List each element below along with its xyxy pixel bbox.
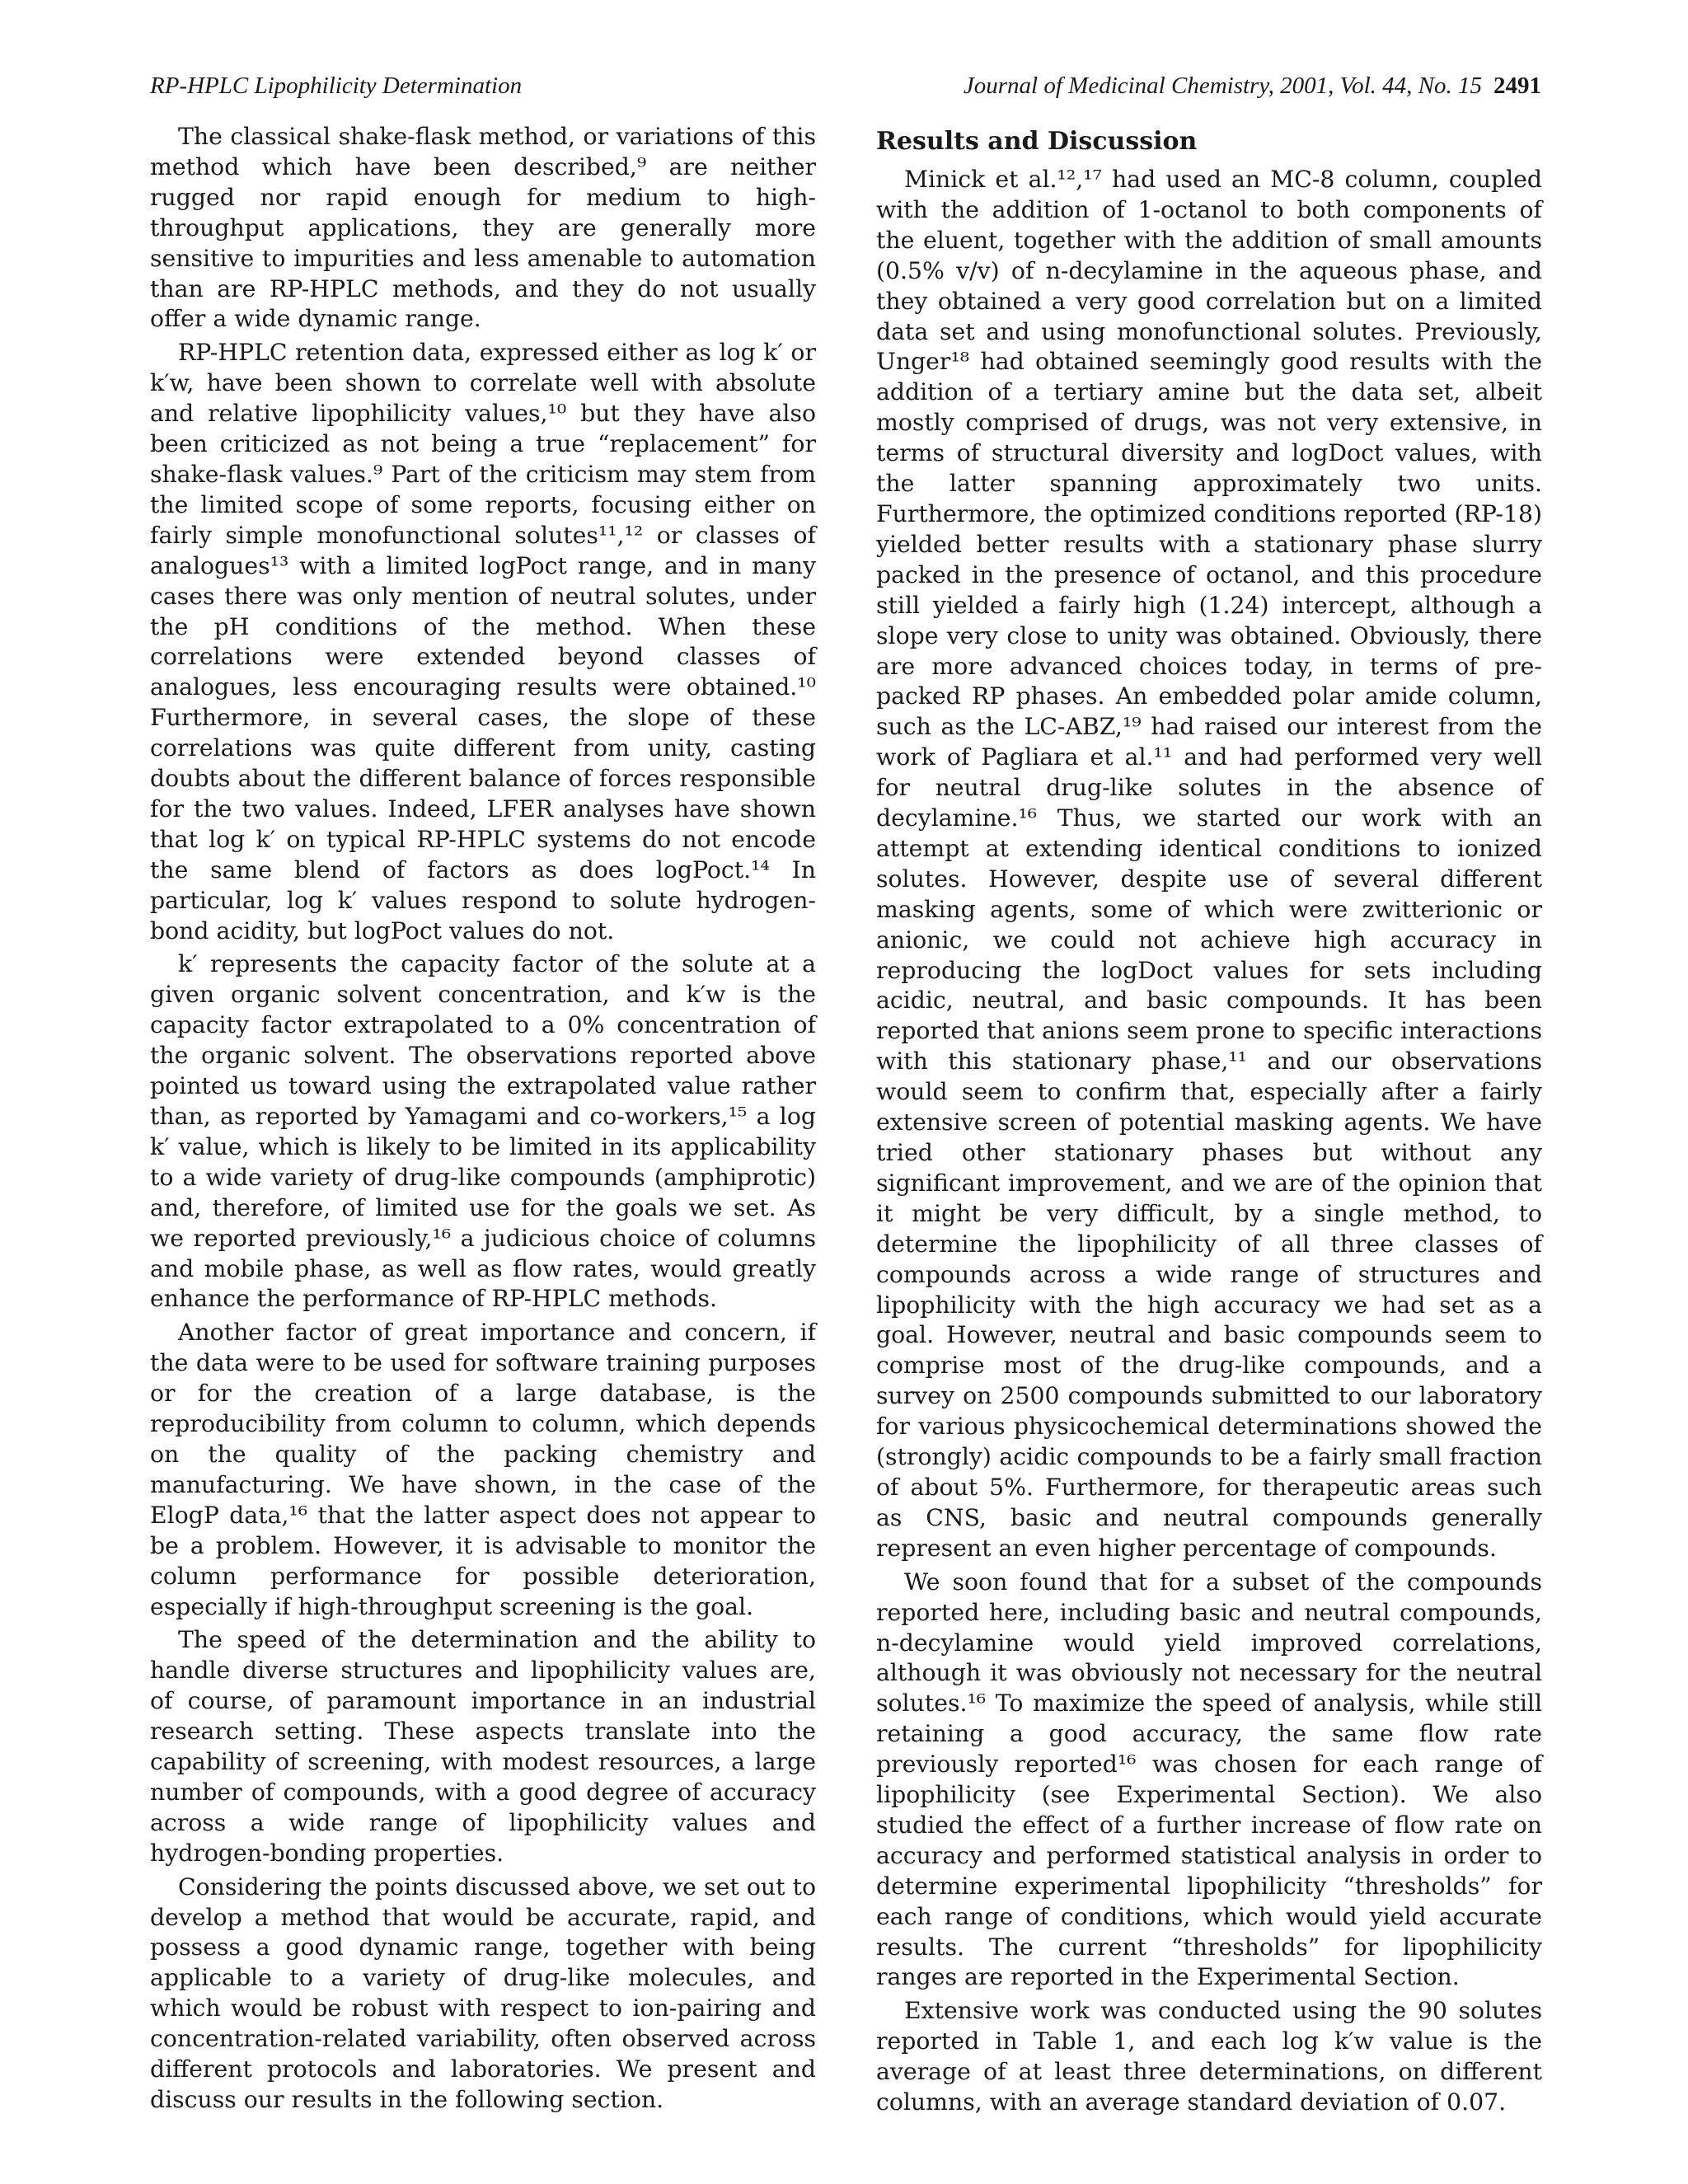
paragraph: Another factor of great importance and concern, if the data were to be used for software training purposes or for the creation of a large database, is the reproducibility from column to column, which depends on the quality of the packing chemistry and manufacturing. We have shown, in the case of the ElogP data,¹⁶ that the latter aspect does not appear to be a problem. However, it is advisable to monitor the column performance for possible deterioration, especially if high-throughput screening is the goal. [150,1319,816,1620]
paragraph: RP-HPLC retention data, expressed either as log k′ or k′w, have been shown to correlate well with absolute and relative lipophilicity values,¹⁰ but they have also been criticized as not being a true “replacement” for shake-flask values.⁹ Part of the criticism may stem from the limited scope of some reports, focusing either on fairly simple monofunctional solutes¹¹,¹² or classes of analogues¹³ with a limited logPoct range, and in many cases there was only mention of neutral solutes, under the pH conditions of the method. When these correlations were extended beyond classes of analogues, less encouraging results were obtained.¹⁰ Furthermore, in several cases, the slope of these correlations was quite different from unity, casting doubts about the different balance of forces responsible for the two values. Indeed, LFER analyses have shown that log k′ on typical RP-HPLC systems do not encode the same blend of factors as does logPoct.¹⁴ In particular, log k′ values respond to solute hydrogen-bond acidity, but logPoct values do not. [150,339,816,944]
journal-info: Journal of Medicinal Chemistry, 2001, Vol. 44, No. 15 [963,73,1482,99]
page-number: 2491 [1493,73,1541,99]
running-header [150,69,1541,102]
paragraph: The classical shake-flask method, or variations of this method which have been described,⁹ are neither rugged nor rapid enough for medium to high-throughput applications, they are generally more sensitive to impurities and less amenable to automation than are RP-HPLC methods, and they do not usually offer a wide dynamic range. [150,123,816,333]
right-column [876,125,1542,2121]
left-column [150,122,816,2119]
paragraph: Minick et al.¹²,¹⁷ had used an MC-8 column, coupled with the addition of 1-octanol to both components of the eluent, together with the addition of small amounts (0.5% v/v) of n-decylamine in the aqueous phase, and they obtained a very good correlation but on a limited data set and using monofunctional solutes. Previously, Unger¹⁸ had obtained seemingly good results with the addition of a tertiary amine but the data set, albeit mostly comprised of drugs, was not very extensive, in terms of structural diversity and logDoct values, with the latter spanning approximately two units. Furthermore, the optimized conditions reported (RP-18) yielded better results with a stationary phase slurry packed in the presence of octanol, and this procedure still yielded a fairly high (1.24) intercept, although a slope very close to unity was obtained. Obviously, there are more advanced choices today, in terms of pre-packed RP phases. An embedded polar amide column, such as the LC-ABZ,¹⁹ had raised our interest from the work of Pagliara et al.¹¹ and had performed very well for neutral drug-like solutes in the absence of decylamine.¹⁶ Thus, we started our work with an attempt at extending identical conditions to ionized solutes. However, despite use of several different masking agents, some of which were zwitterionic or anionic, we could not achieve high accuracy in reproducing the logDoct values for sets including acidic, neutral, and basic compounds. It has been reported that anions seem prone to specific interactions with this stationary phase,¹¹ and our observations would seem to confirm that, especially after a fairly extensive screen of potential masking agents. We have tried other stationary phases but without any significant improvement, and we are of the opinion that it might be very difficult, by a single method, to determine the lipophilicity of all three classes of compounds across a wide range of structures and lipophilicity with the high accuracy we had set as a goal. However, neutral and basic compounds seem to comprise most of the drug-like compounds, and a survey on 2500 compounds submitted to our laboratory for various physicochemical determinations showed the (strongly) acidic compounds to be a fairly small fraction of about 5%. Furthermore, for therapeutic areas such as CNS, basic and neutral compounds generally represent an even higher percentage of compounds. [876,166,1542,1562]
paragraph: The speed of the determination and the ability to handle diverse structures and lipophilicity values are, of course, of paramount importance in an industrial research setting. These aspects translate into the capability of screening, with modest resources, a large number of compounds, with a good degree of accuracy across a wide range of lipophilicity values and hydrogen-bonding properties. [150,1626,816,1867]
journal-citation [964,69,1541,102]
paragraph: Extensive work was conducted using the 90 solutes reported in Table 1, and each log k′w value is the average of at least three determinations, on different columns, with an average standard deviation of 0.07. [876,1997,1542,2116]
section-heading: Results and Discussion [876,127,1198,156]
paragraph: We soon found that for a subset of the compounds reported here, including basic and neutral compounds, n-decylamine would yield improved correlations, although it was obviously not necessary for the neutral solutes.¹⁶ To maximize the speed of analysis, while still retaining a good accuracy, the same flow rate previously reported¹⁶ was chosen for each range of lipophilicity (see Experimental Section). We also studied the effect of a further increase of flow rate on accuracy and performed statistical analysis in order to determine experimental lipophilicity “thresholds” for each range of conditions, which would yield accurate results. The current “thresholds” for lipophilicity ranges are reported in the Experimental Section. [876,1568,1542,1991]
paragraph: k′ represents the capacity factor of the solute at a given organic solvent concentration, and k′w is the capacity factor extrapolated to a 0% concentration of the organic solvent. The observations reported above pointed us toward using the extrapolated value rather than, as reported by Yamagami and co-workers,¹⁵ a log k′ value, which is likely to be limited in its applicability to a wide variety of drug-like compounds (amphiprotic) and, therefore, of limited use for the goals we set. As we reported previously,¹⁶ a judicious choice of columns and mobile phase, as well as flow rates, would greatly enhance the performance of RP-HPLC methods. [150,950,816,1313]
paragraph: Considering the points discussed above, we set out to develop a method that would be accurate, rapid, and possess a good dynamic range, together with being applicable to a variety of drug-like molecules, and which would be robust with respect to ion-pairing and concentration-related variability, often observed across different protocols and laboratories. We present and discuss our results in the following section. [150,1872,816,2113]
running-title: RP-HPLC Lipophilicity Determination [150,73,523,99]
